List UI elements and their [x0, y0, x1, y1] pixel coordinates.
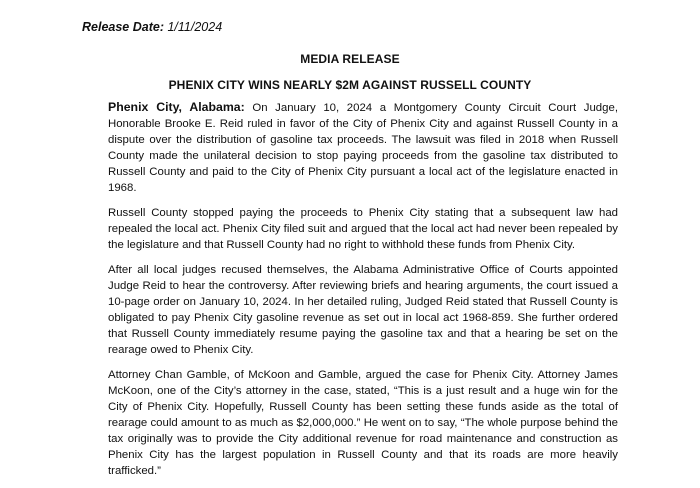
- dateline: Phenix City, Alabama:: [108, 100, 245, 114]
- release-date-value: 1/11/2024: [167, 20, 223, 34]
- release-body: [108, 99, 618, 488]
- paragraph-2: Russell County stopped paying the proceeds to Phenix City stating that a subsequent law had repealed the local act. Phenix City filed suit and argued that the local act had never been repealed by the legislature and that Russell County had no right to withhold these funds from Phenix City.: [108, 207, 618, 251]
- paragraph-1-text: On January 10, 2024 a Montgomery County Circuit Court Judge, Honorable Brooke E. Reid ruled in favor of the City of Phenix City and against Russell County in a dispute over the distribution of gasoline tax proceeds. The lawsuit was filed in 2018 when Russell County made the unilateral decision to stop paying proceeds from the gasoline tax distributed to Russell County and paid to the City of Phenix City pursuant a local act of the legislature enacted in 1968.: [108, 102, 618, 194]
- paragraph-1: [108, 99, 618, 196]
- media-release-heading: MEDIA RELEASE: [300, 52, 400, 66]
- paragraph-4: Attorney Chan Gamble, of McKoon and Gamble, argued the case for Phenix City. Attorney James McKoon, one of the City’s attorney in the case, stated, “This is a just result and a huge win for the City of Phenix City. Hopefully, Russell County has been setting these funds aside as the total of rearage could amount to as much as $2,000,000.” He went on to say, “The whole purpose behind the tax originally was to provide the City additional revenue for road maintenance and construction as Phenix City has the largest population in Russell County and that its roads are more heavily trafficked.”: [108, 369, 618, 477]
- release-date-label: Release Date:: [82, 20, 164, 34]
- paragraph-3: After all local judges recused themselves, the Alabama Administrative Office of Courts appointed Judge Reid to hear the controversy. After reviewing briefs and hearing arguments, the court issued a 10-page order on January 10, 2024. In her detailed ruling, Judged Reid stated that Russell County is obligated to pay Phenix City gasoline revenue as set out in local act 1968-859. She further ordered that Russell County immediately resume paying the gasoline tax and that a hearing be set on the rearage owed to Phenix City.: [108, 264, 618, 356]
- press-release-title: PHENIX CITY WINS NEARLY $2M AGAINST RUSSELL COUNTY: [168, 78, 532, 92]
- release-date: [82, 20, 222, 34]
